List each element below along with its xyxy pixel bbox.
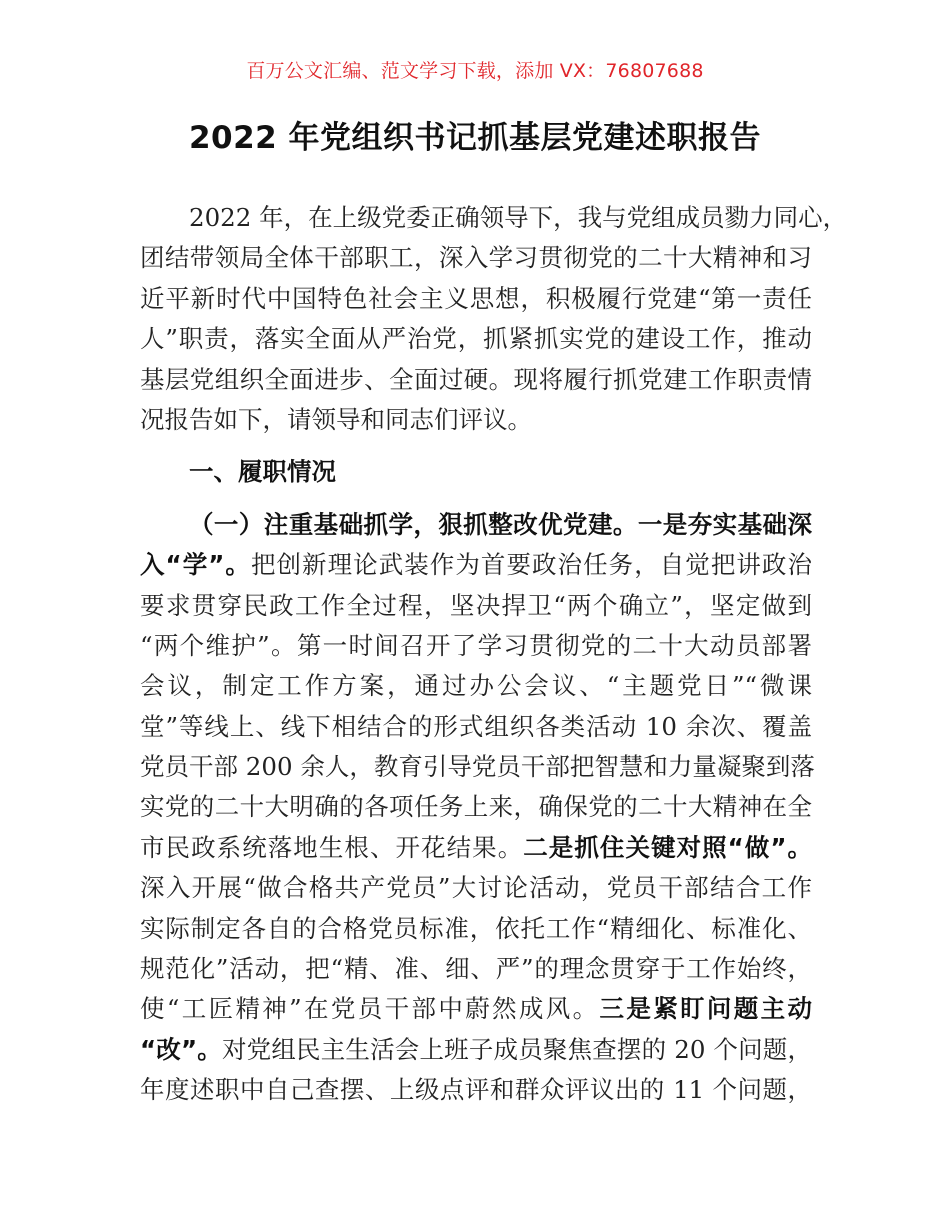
- text-segment: 使“工匠精神”在党员干部中蔚然成风。: [140, 994, 600, 1024]
- text-line: [140, 279, 812, 319]
- text-segment: 要求贯穿民政工作全过程，坚决捍卫“两个确立”，坚定做到: [140, 590, 812, 620]
- text-segment: 况报告如下，请领导和同志们评议。: [140, 404, 532, 434]
- text-line: [140, 586, 812, 626]
- section-heading: [140, 452, 812, 492]
- text-line: [140, 626, 812, 666]
- document-body: [140, 198, 848, 1111]
- text-segment: 年度述职中自己查摆、上级点评和群众评议出的 11 个问题，: [140, 1075, 812, 1105]
- text-line: [140, 505, 812, 545]
- text-segment: 把创新理论武装作为首要政治任务，自觉把讲政治: [250, 550, 812, 580]
- bold-text: 入“学”。: [140, 550, 251, 580]
- text-segment: 实党的二十大明确的各项任务上来，确保党的二十大精神在全: [140, 792, 812, 822]
- text-line: [140, 909, 812, 949]
- text-segment: 对党组民主生活会上班子成员聚焦查摆的 20 个问题，: [221, 1034, 812, 1064]
- text-line: [140, 707, 812, 747]
- text-segment: 堂”等线上、线下相结合的形式组织各类活动 10 余次、覆盖: [140, 711, 812, 741]
- bold-text: 一、履职情况: [189, 457, 336, 487]
- text-segment: 党员干部 200 余人，教育引导党员干部把智慧和力量凝聚到落: [140, 752, 815, 782]
- text-line: [140, 949, 812, 989]
- document-title: 2022 年党组织书记抓基层党建述职报告: [188, 120, 762, 156]
- text-segment: 近平新时代中国特色社会主义思想，积极履行党建“第一责任: [140, 283, 812, 313]
- text-line: [140, 666, 812, 706]
- bold-text: 二是抓住关键对照“做”。: [523, 832, 813, 862]
- text-line: [140, 360, 812, 400]
- text-line: [140, 545, 812, 585]
- text-line: [140, 198, 848, 238]
- text-line: [140, 400, 812, 440]
- text-line: [140, 319, 812, 359]
- text-segment: 团结带领局全体干部职工，深入学习贯彻党的二十大精神和习: [140, 243, 812, 273]
- text-segment: 深入开展“做合格共产党员”大讨论活动，党员干部结合工作: [140, 873, 812, 903]
- text-segment: 市民政系统落地生根、开花结果。: [140, 832, 524, 862]
- watermark-banner: 百万公文汇编、范文学习下载，添加 VX：76807688: [246, 60, 704, 82]
- bold-text: （一）注重基础抓学，狠抓整改优党建。一是夯实基础深: [189, 509, 812, 539]
- text-line: [140, 1030, 812, 1070]
- text-segment: 基层党组织全面进步、全面过硬。现将履行抓党建工作职责情: [140, 364, 812, 394]
- text-line: [140, 787, 812, 827]
- text-segment: 实际制定各自的合格党员标准，依托工作“精细化、标准化、: [140, 913, 812, 943]
- bold-text: 三是紧盯问题主动: [599, 994, 812, 1024]
- text-line: [140, 868, 812, 908]
- text-segment: 会议，制定工作方案，通过办公会议、“主题党日”“微课: [140, 671, 812, 701]
- text-segment: “两个维护”。第一时间召开了学习贯彻党的二十大动员部署: [140, 630, 812, 660]
- text-segment: 规范化”活动，把“精、准、细、严”的理念贯穿于工作始终，: [140, 954, 812, 984]
- text-line: [140, 989, 812, 1029]
- text-line: [140, 1070, 812, 1110]
- text-line: [140, 747, 815, 787]
- text-line: [140, 828, 812, 868]
- text-line: [140, 238, 812, 278]
- bold-text: “改”。: [140, 1034, 222, 1064]
- text-segment: 人”职责，落实全面从严治党，抓紧抓实党的建设工作，推动: [140, 324, 812, 354]
- text-segment: 2022 年，在上级党委正确领导下，我与党组成员勠力同心，: [189, 203, 848, 232]
